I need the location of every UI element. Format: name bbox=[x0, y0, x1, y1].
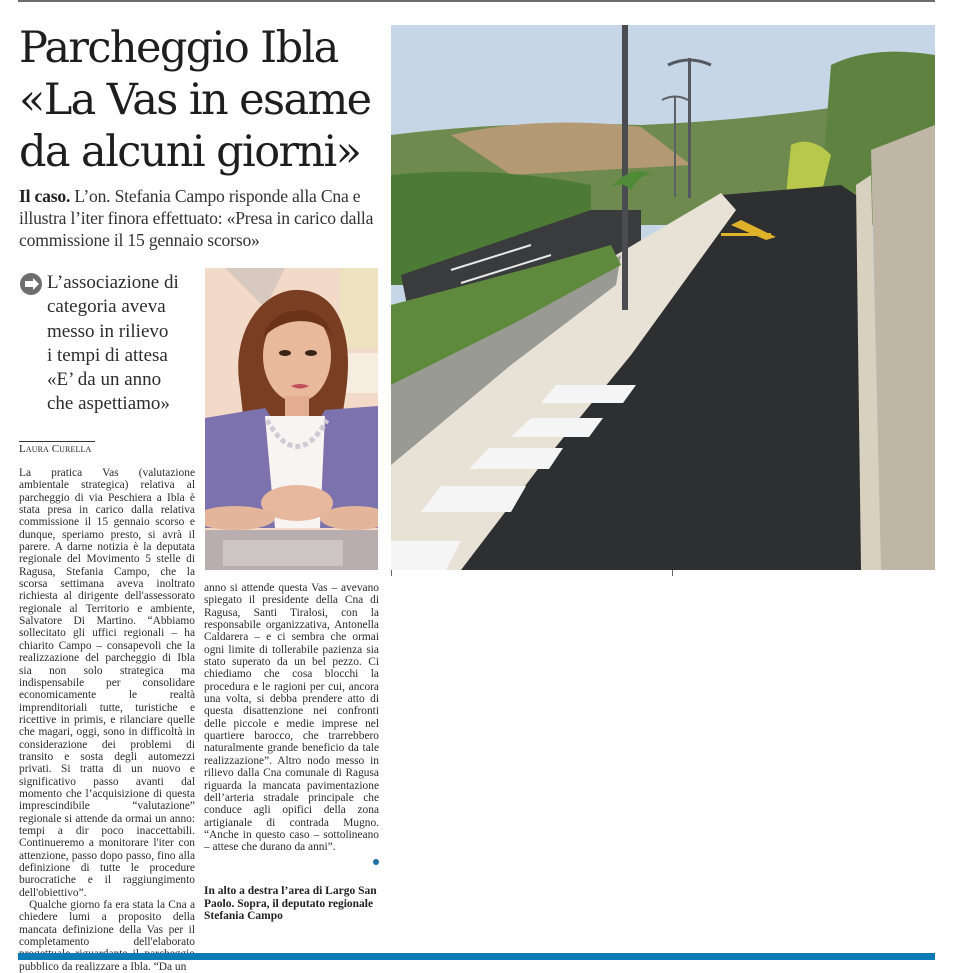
headline bbox=[19, 22, 389, 178]
top-rule bbox=[18, 0, 935, 2]
photo-caption: In alto a destra l’area di Largo San Paolo. Sopra, il deputato regionale Stefania Campo bbox=[204, 885, 377, 922]
body-paragraph: Qualche giorno fa era stata la Cna a chiedere lumi a proposito della mancata definizione della Vas per il completamento dell'elaborato pubblico da realizzare a Ibla. “Da un bbox=[19, 899, 195, 973]
photo-tick-left bbox=[391, 570, 392, 576]
pullquote-line: i tempi di attesa bbox=[47, 344, 168, 366]
byline-rule bbox=[19, 441, 95, 442]
photo-tick-mid bbox=[672, 570, 673, 576]
body-paragraph: anno si attende questa Vas – avevano spiegato il presidente della Cna di Ragusa, Santi Tiralosi, con la responsabile organizzativa, Antonella Caldarera – e ci sembra che ormai ogni limite di tollerabile pazienza sia stato superato da un bel pezzo. Ci chiediamo che cosa blocchi la procedura e le ragioni per cui, ancora una volta, si debba prendere atto di questa disattenzione nei confronti delle piccole e medie imprese nel quartiere barocco, che trarrebbero naturalmente grande beneficio da tale realizzazione”. Altro nodo messo in rilievo dalla Cna comunale di Ragusa riguarda la mancata pavimentazione dell’arteria stradale principale che conduce agli opifici della zona artigianale di contrada Mugno. “Anche in questo caso – sottolineano – attese che durano da anni”. bbox=[204, 582, 379, 854]
byline: Laura Curella bbox=[19, 443, 92, 455]
body-paragraph: La pratica Vas (valutazione ambientale strategica) relativa al parcheggio di via Peschiera a Ibla è stata presa in carico dalla relativa commissione il 15 gennaio scorso e dunque, speriamo presto, si avrà il parere. A darne notizia è la deputata regionale del Movimento 5 stelle di Ragusa, Stefania Campo, che la scorsa settimana aveva inoltrato richiesta al dirigente dell'assessorato regionale al Territorio e ambiente, Salvatore Di Martino. “Abbiamo sollecitato gli uffici regionali – ha chiarito Campo – consapevoli che la realizzazione del parcheggio di Ibla sia non solo strategica ma indispensabile per consolidare economicamente le realtà imprenditoriali tutte, turistiche e ricettive in primis, e rilanciare quelle che magari, oggi, sono in difficoltà in considerazione dei problemi di transito e sosta degli automezzi privati. Si tratta di un nuovo e significativo passo avanti dal momento che l’acquisizione di questa imprescindibile “valutazione” regionale si attende da ormai un anno: tempi a dir poco inaccettabili. Continueremo a monitorare l'iter con attenzione, passo dopo passo, fino alla definizione di tutte le procedure burocratiche e il raggiungimento dell'obiettivo”. bbox=[19, 467, 195, 899]
pullquote-line: «E’ da un anno bbox=[47, 369, 162, 391]
subheadline bbox=[19, 185, 379, 251]
subhead-text: L’on. Stefania Campo risponde alla Cna e illustra l’iter finora effettuato: «Presa in carico dalla commissione il 15 gennaio scorso» bbox=[19, 186, 374, 250]
headline-line-1: Parcheggio Ibla bbox=[19, 23, 338, 73]
road-illustration bbox=[391, 25, 935, 570]
subhead-lead: Il caso. bbox=[19, 186, 71, 206]
pullquote-line: L’associazione di bbox=[47, 272, 179, 293]
pullquote-line: messo in rilievo bbox=[47, 320, 169, 342]
pullquote-line: che aspettiamo» bbox=[47, 393, 170, 415]
headline-line-2: «La Vas in esame bbox=[19, 75, 371, 125]
pullquote-text bbox=[47, 271, 207, 417]
bottom-accent-bar bbox=[18, 953, 935, 960]
body-column-2 bbox=[204, 582, 379, 865]
pullquote-line: categoria aveva bbox=[47, 296, 166, 318]
body-column-1 bbox=[19, 467, 195, 973]
portrait-photo bbox=[205, 268, 378, 570]
portrait-illustration bbox=[205, 268, 378, 570]
end-of-article-dot bbox=[373, 859, 379, 865]
headline-line-3: da alcuni giorni» bbox=[19, 127, 361, 177]
parking-area-photo bbox=[391, 25, 935, 570]
arrow-right-circle-icon bbox=[20, 273, 42, 295]
